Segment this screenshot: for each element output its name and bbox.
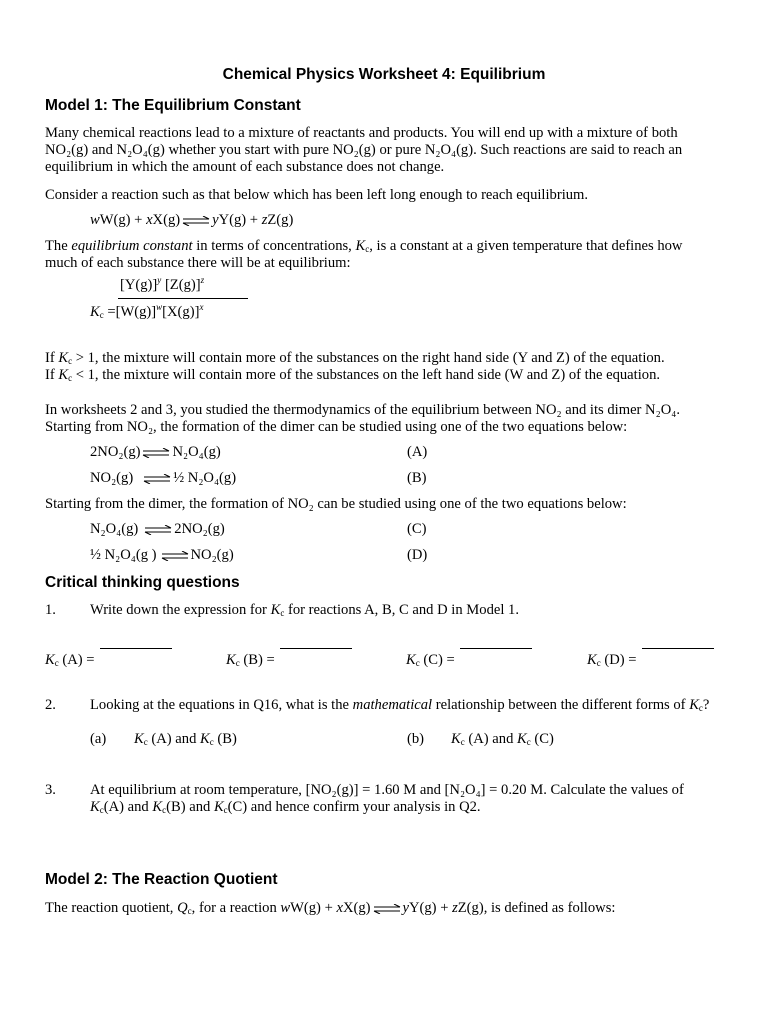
- equation-d: ½ N₂O₄(g ) NO₂(g): [90, 547, 234, 563]
- model2-heading: Model 2: The Reaction Quotient: [45, 871, 278, 888]
- definition-paragraph: The equilibrium constant in terms of concentrations, $K_c$, is a constant at a given temperature that defines how much of each substance there will be at equilibrium:: [45, 238, 683, 271]
- kc-denominator: $K_c =[W(g)]^w[X(g)]^x$: [90, 302, 204, 320]
- general-reaction: wW(g) + xX(g) yY(g) + zZ(g): [90, 212, 294, 228]
- kc-interpretation: If $K_c > 1$, the mixture will contain more of the substances on the right hand side (Y and Z) of the equation. If $K_c < 1$, the mixture will contain more of the substances on the left hand side (W and Z) of the equation.: [45, 350, 665, 383]
- equation-c-tag: (C): [407, 521, 427, 537]
- q2b-text: $K_c$ (A) and $K_c$ (C): [451, 731, 554, 747]
- equation-a: 2NO₂(g) N₂O₄(g): [90, 444, 221, 460]
- answer-line-c[interactable]: [460, 648, 532, 649]
- kc-a-label: $K_c$ (A) =: [45, 652, 95, 668]
- equilibrium-arrow-icon: [161, 551, 189, 561]
- answer-line-d[interactable]: [642, 648, 714, 649]
- kc-d-label: $K_c$ (D) =: [587, 652, 637, 668]
- q2-number: 2.: [45, 697, 56, 713]
- page-title: Chemical Physics Worksheet 4: Equilibrium: [222, 66, 546, 83]
- q2b-label: (b): [407, 731, 425, 747]
- worksheet-paragraph: In worksheets 2 and 3, you studied the thermodynamics of the equilibrium between NO₂ and its dimer N₂O₄. Starting from NO₂, the formation of the dimer can be studied using one of the two equations below:: [45, 402, 680, 435]
- equation-b: NO₂(g) ½ N₂O₄(g): [90, 470, 237, 486]
- fraction-bar: [118, 298, 248, 299]
- equilibrium-arrow-icon: [373, 904, 401, 914]
- kc-c-label: $K_c$ (C) =: [406, 652, 455, 668]
- q1-number: 1.: [45, 602, 56, 618]
- equation-b-tag: (B): [407, 470, 427, 486]
- q2a-label: (a): [90, 731, 107, 747]
- q2a-text: $K_c$ (A) and $K_c$ (B): [134, 731, 237, 747]
- intro-paragraph: Many chemical reactions lead to a mixture of reactants and products. You will end up with a mixture of both NO₂(g) and N₂O₄(g) whether you start with pure NO₂(g) or pure N₂O₄(g). Such reactions are said to reach an equilibrium in which the amount of each substance does not change.: [45, 125, 683, 175]
- equilibrium-arrow-icon: [182, 216, 210, 226]
- critical-heading: Critical thinking questions: [45, 574, 240, 591]
- consider-line: Consider a reaction such as that below which has been left long enough to reach equilibrium.: [45, 187, 589, 203]
- q3-number: 3.: [45, 782, 56, 798]
- equilibrium-arrow-icon: [142, 448, 170, 458]
- equation-a-tag: (A): [407, 444, 428, 460]
- equation-d-tag: (D): [407, 547, 428, 563]
- kc-b-label: $K_c$ (B) =: [226, 652, 275, 668]
- model1-heading: Model 1: The Equilibrium Constant: [45, 97, 301, 114]
- answer-line-b[interactable]: [280, 648, 352, 649]
- equilibrium-arrow-icon: [144, 525, 172, 535]
- equation-c: N₂O₄(g) 2NO₂(g): [90, 521, 225, 537]
- equilibrium-arrow-icon: [143, 474, 171, 484]
- dimer-line: Starting from the dimer, the formation of NO₂ can be studied using one of the two equations below:: [45, 496, 627, 512]
- answer-line-a[interactable]: [100, 648, 172, 649]
- q1-text: Write down the expression for $K_c$ for reactions A, B, C and D in Model 1.: [90, 602, 519, 618]
- q2-text: Looking at the equations in Q16, what is the mathematical relationship between the different forms of $K_c$?: [90, 697, 710, 713]
- q3-text: At equilibrium at room temperature, [NO₂(g)] = 1.60 M and [N₂O₄] = 0.20 M. Calculate the values of $K_c(A)$ and $K_c(B)$ and $K_c(C)$ and hence confirm your analysis in Q2.: [90, 782, 684, 815]
- kc-numerator: $[Y(g)]^y$ $[Z(g)]^z$: [120, 275, 205, 293]
- reaction-quotient-text: The reaction quotient, $Q_c$, for a reaction wW(g) + xX(g) yY(g) + zZ(g), is defined as follows:: [45, 900, 616, 916]
